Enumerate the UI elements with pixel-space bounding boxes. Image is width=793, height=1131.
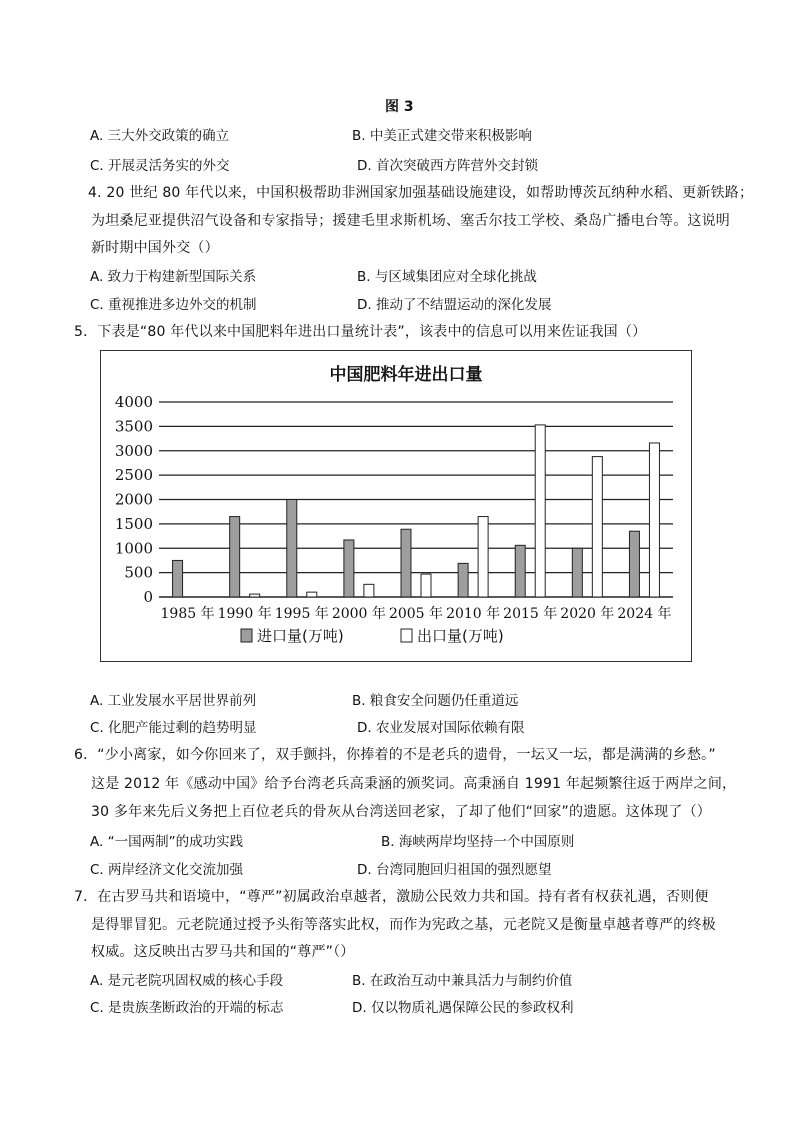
q3-option-c: C. 开展灵活务实的外交: [90, 158, 230, 174]
q7-option-a: A. 是元老院巩固权威的核心手段: [90, 973, 284, 989]
import-bar: [230, 517, 240, 597]
q4-option-a: A. 致力于构建新型国际关系: [90, 269, 257, 285]
q4-option-b: B. 与区域集团应对全球化挑战: [357, 269, 537, 285]
q4-stem-line1: 4. 20 世纪 80 年代以来，中国积极帮助非洲国家加强基础设施建设，如帮助博茨瓦纳种水稻、更新铁路；: [88, 185, 754, 201]
chart-x-ticks: [161, 605, 672, 622]
x-tick-label: 2020 年: [560, 606, 615, 622]
q4-stem-line3: 新时期中国外交（）: [91, 240, 219, 256]
q4-stem-line2: 为坦桑尼亚提供沼气设备和专家指导；援建毛里求斯机场、塞舌尔技工学校、桑岛广播电台等。这说明: [91, 213, 730, 229]
q3-option-a: A. 三大外交政策的确立: [90, 128, 230, 144]
export-bar: [649, 443, 659, 597]
import-bar: [515, 545, 525, 597]
q3-option-d: D. 首次突破西方阵营外交封锁: [357, 158, 538, 174]
q5-option-c: C. 化肥产能过剩的趋势明显: [90, 720, 257, 736]
y-tick-label: 500: [124, 563, 153, 582]
import-bar: [401, 529, 411, 597]
q5-option-b: B. 粮食安全问题仍任重道远: [352, 693, 519, 709]
y-tick-label: 0: [143, 588, 153, 606]
legend-label-import: 进口量(万吨): [257, 627, 344, 645]
q6-stem-line2: 这是 2012 年《感动中国》给予台湾老兵高秉涵的颁奖词。高秉涵自 1991 年起频繁往返于两岸之间，: [91, 776, 737, 792]
export-bar: [535, 425, 545, 597]
y-tick-label: 2500: [114, 466, 153, 485]
legend-swatch-import: [241, 629, 252, 642]
q6-option-a: A. “一国两制”的成功实践: [90, 834, 244, 850]
x-tick-label: 1985 年: [160, 606, 215, 622]
y-tick-label: 1000: [114, 539, 153, 558]
q7-option-c: C. 是贵族垄断政治的开端的标志: [90, 1000, 284, 1016]
x-tick-label: 1990 年: [217, 606, 272, 622]
q4-option-d: D. 推动了不结盟运动的深化发展: [357, 297, 552, 313]
q5-stem-line1: 5．下表是“80 年代以来中国肥料年进出口量统计表”，该表中的信息可以用来佐证我国（）: [74, 324, 647, 340]
import-bar: [344, 540, 354, 597]
export-bar: [364, 584, 374, 597]
export-bar: [307, 592, 317, 597]
q7-stem-line3: 权威。这反映出古罗马共和国的“尊严”（）: [91, 944, 355, 960]
chart-y-ticks: [115, 393, 153, 606]
import-bar: [173, 560, 183, 597]
q7-option-b: B. 在政治互动中兼具活力与制约价值: [352, 973, 573, 989]
export-bar: [250, 594, 260, 597]
q5-option-d: D. 农业发展对国际依赖有限: [357, 720, 525, 736]
import-bar: [572, 548, 582, 597]
export-bar: [592, 457, 602, 597]
x-tick-label: 2024 年: [617, 606, 672, 622]
y-tick-label: 4000: [114, 393, 153, 411]
chart-title: 中国肥料年进出口量: [329, 365, 483, 385]
export-bar: [478, 517, 488, 597]
legend-swatch-export: [401, 629, 412, 642]
y-tick-label: 3500: [114, 417, 153, 436]
x-tick-label: 2005 年: [388, 606, 444, 622]
q4-option-c: C. 重视推进多边外交的机制: [90, 297, 257, 313]
chart-canvas: [101, 351, 691, 661]
q7-option-d: D. 仅以物质礼遇保障公民的参政权利: [352, 1000, 574, 1016]
q6-option-d: D. 台湾同胞回归祖国的强烈愿望: [357, 862, 552, 878]
q3-option-b: B. 中美正式建交带来积极影响: [352, 128, 532, 144]
q6-option-c: C. 两岸经济文化交流加强: [90, 862, 244, 878]
x-tick-label: 2000 年: [331, 606, 386, 622]
y-tick-label: 3000: [114, 441, 153, 460]
q6-stem-line3: 30 多年来先后义务把上百位老兵的骨灰从台湾送回老家，了却了他们“回家”的遗愿。这体现了（）: [91, 804, 711, 820]
chart-legend: [241, 627, 504, 645]
import-bar: [458, 563, 468, 597]
y-tick-label: 2000: [114, 490, 153, 509]
x-tick-label: 2010 年: [446, 606, 501, 622]
import-bar: [629, 531, 639, 597]
figure-caption: 图 3: [385, 99, 414, 115]
y-tick-label: 1500: [114, 514, 153, 533]
x-tick-label: 1995 年: [274, 606, 329, 622]
q6-stem-line1: 6．“少小离家，如今你回来了，双手颤抖，你捧着的不是老兵的遗骨，一坛又一坛，都是满满的乡愁。”: [74, 747, 716, 763]
export-bar: [421, 574, 431, 597]
q5-option-a: A. 工业发展水平居世界前列: [90, 693, 257, 709]
legend-label-export: 出口量(万吨): [417, 627, 504, 645]
fertilizer-chart: [100, 350, 692, 662]
q7-stem-line2: 是得罪冒犯。元老院通过授予头衔等落实此权，而作为宪政之基，元老院又是衡量卓越者尊严的终极: [91, 917, 716, 933]
x-tick-label: 2015 年: [503, 606, 558, 622]
q7-stem-line1: 7．在古罗马共和语境中，“尊严”初属政治卓越者，激励公民效力共和国。持有者有权获礼遇，否则便: [74, 889, 709, 905]
import-bar: [287, 500, 297, 598]
q6-option-b: B. 海峡两岸均坚持一个中国原则: [381, 834, 575, 850]
